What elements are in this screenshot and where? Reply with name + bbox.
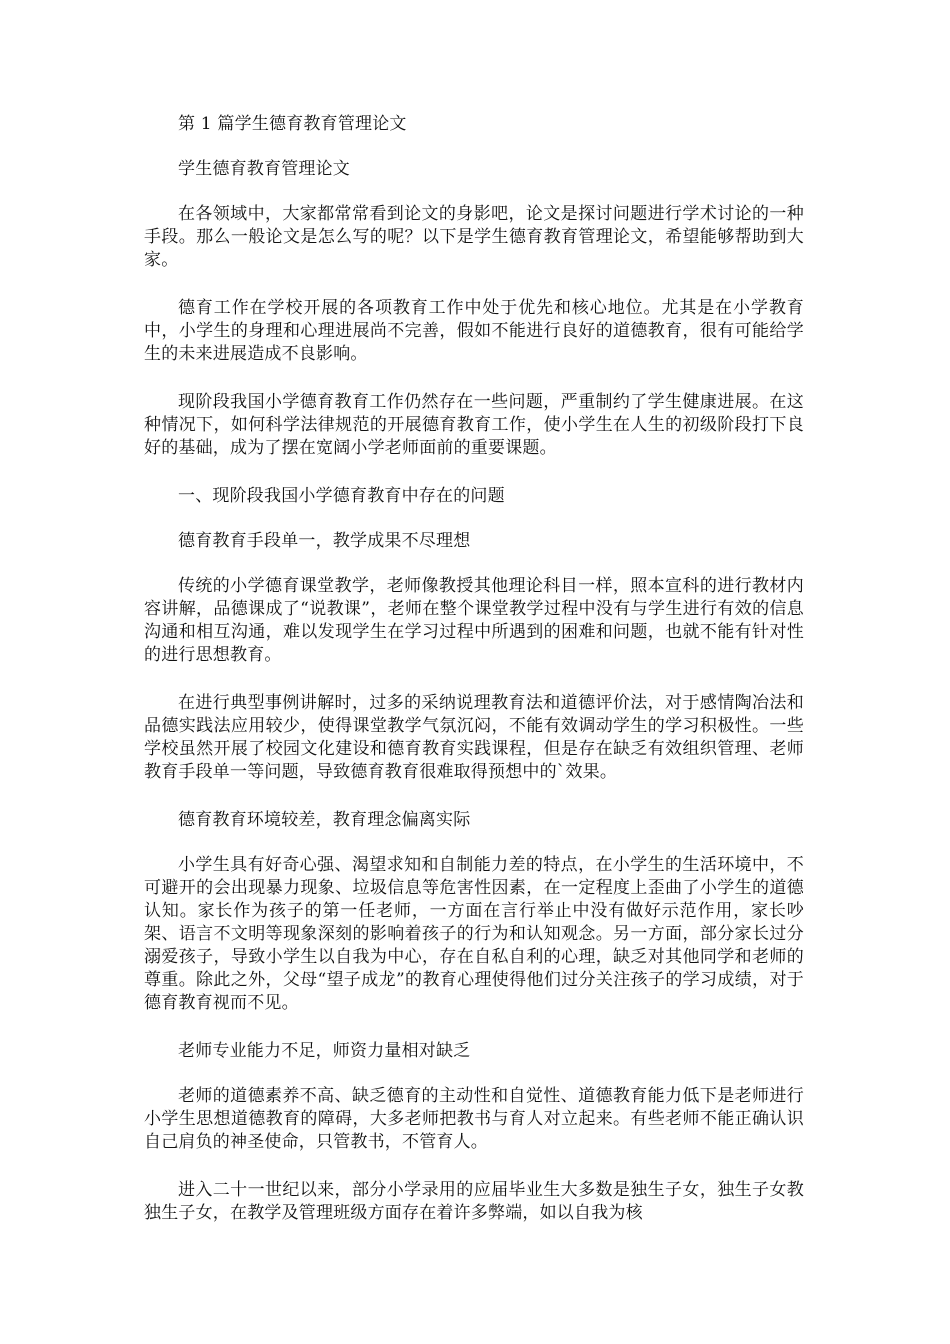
body-paragraph: 德育工作在学校开展的各项教育工作中处于优先和核心地位。尤其是在小学教育中，小学生的身理和心理进展尚不完善，假如不能进行良好的道德教育，很有可能给学生的未来进展造成不良影响。 [144,298,804,364]
section-heading: 一、现阶段我国小学德育教育中存在的问题 [178,486,505,506]
body-paragraph: 传统的小学德育课堂教学，老师像教授其他理论科目一样，照本宣科的进行教材内容讲解，品德课成了“说教课”，老师在整个课堂教学过程中没有与学生进行有效的信息沟通和相互沟通，难以发现学生在学习过程中所遇到的困难和问题，也就不能有针对性的进行思想教育。 [144,576,804,665]
paper-title: 学生德育教育管理论文 [178,159,350,179]
subsection-heading: 德育教育手段单一，教学成果不尽理想 [178,531,471,551]
subsection-heading: 老师专业能力不足，师资力量相对缺乏 [178,1041,471,1061]
paper-number-title: 第 1 篇学生德育教育管理论文 [178,114,407,134]
subsection-heading: 德育教育环境较差，教育理念偏离实际 [178,810,471,830]
body-paragraph: 小学生具有好奇心强、渴望求知和自制能力差的特点，在小学生的生活环境中，不可避开的会出现暴力现象、垃圾信息等危害性因素，在一定程度上歪曲了小学生的道德认知。家长作为孩子的第一任老师，一方面在言行举止中没有做好示范作用，家长吵架、语言不文明等现象深刻的影响着孩子的行为和认知观念。另一方面，部分家长过分溺爱孩子，导致小学生以自我为中心，存在自私自利的心理，缺乏对其他同学和老师的尊重。除此之外，父母“望子成龙”的教育心理使得他们过分关注孩子的学习成绩，对于德育教育视而不见。 [144,855,804,1013]
body-paragraph: 在进行典型事例讲解时，过多的采纳说理教育法和道德评价法，对于感情陶冶法和品德实践法应用较少，使得课堂教学气氛沉闷，不能有效调动学生的学习积极性。一些学校虽然开展了校园文化建设和德育教育实践课程，但是存在缺乏有效组织管理、老师教育手段单一等问题，导致德育教育很难取得预想中的`效果。 [144,693,804,782]
body-paragraph: 进入二十一世纪以来，部分小学录用的应届毕业生大多数是独生子女，独生子女教独生子女，在教学及管理班级方面存在着许多弊端，如以自我为核 [144,1180,804,1223]
body-paragraph: 老师的道德素养不高、缺乏德育的主动性和自觉性、道德教育能力低下是老师进行小学生思想道德教育的障碍，大多老师把教书与育人对立起来。有些老师不能正确认识自己肩负的神圣使命，只管教书，不管育人。 [144,1086,804,1152]
intro-paragraph: 在各领域中，大家都常常看到论文的身影吧，论文是探讨问题进行学术讨论的一种手段。那么一般论文是怎么写的呢？以下是学生德育教育管理论文，希望能够帮助到大家。 [144,204,804,270]
document-body [144,113,804,1250]
body-paragraph: 现阶段我国小学德育教育工作仍然存在一些问题，严重制约了学生健康进展。在这种情况下，如何科学法律规范的开展德育教育工作，使小学生在人生的初级阶段打下良好的基础，成为了摆在宽阔小学老师面前的重要课题。 [144,392,804,458]
